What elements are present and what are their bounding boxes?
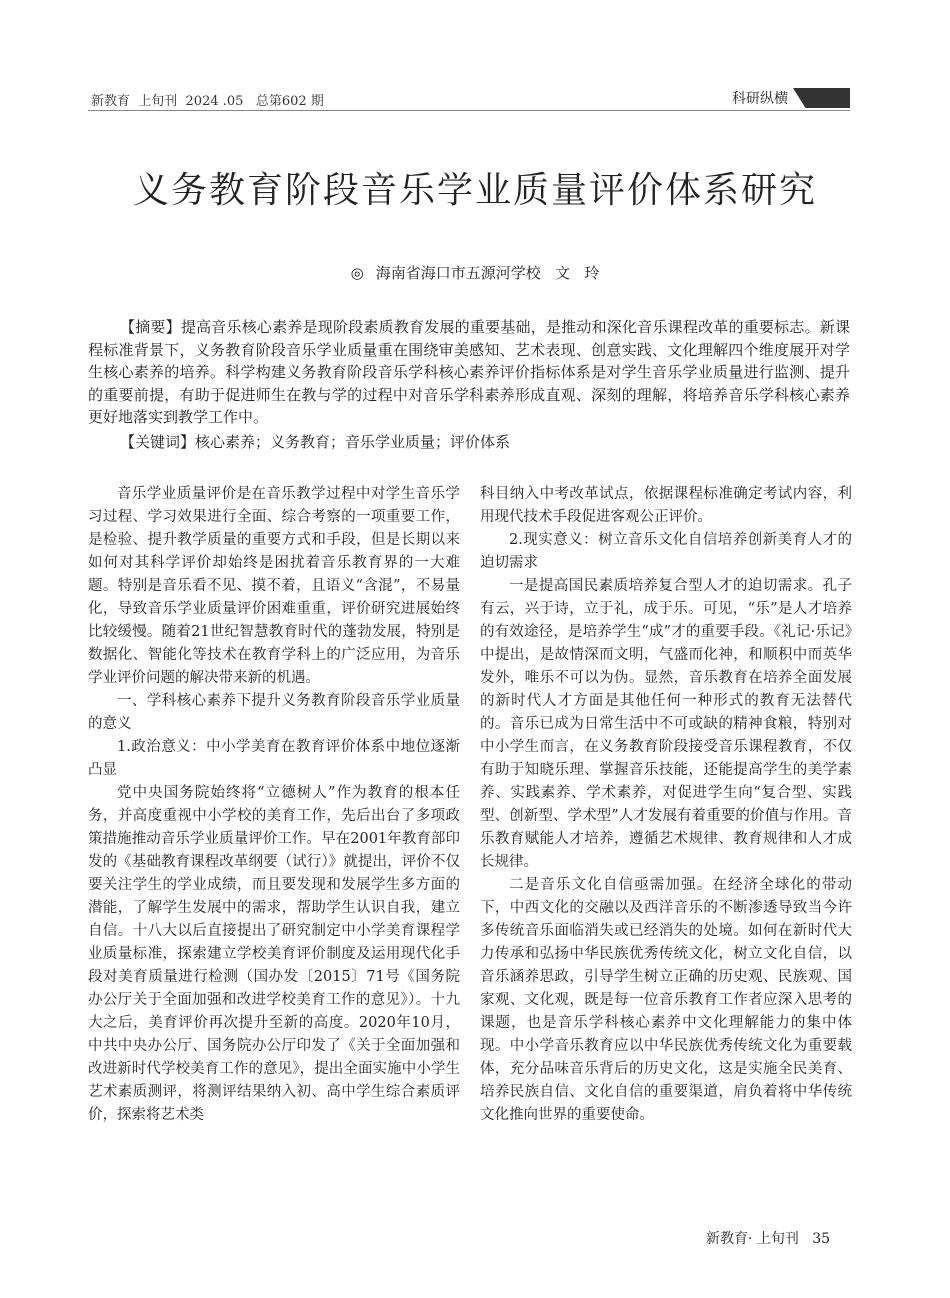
header-rule bbox=[88, 110, 850, 111]
article-title: 义务教育阶段音乐学业质量评价体系研究 bbox=[132, 170, 817, 211]
left-column bbox=[88, 483, 460, 1127]
right-column bbox=[480, 483, 852, 1127]
author-mark-icon: ◎ bbox=[350, 264, 364, 282]
subsection-heading: 2.现实意义：树立音乐文化自信培养创新美育人才的迫切需求 bbox=[480, 532, 852, 571]
running-header-journal: 新教育 上旬刊 2024 .05 总第602 期 bbox=[91, 94, 324, 109]
paragraph: 二是音乐文化自信亟需加强。在经济全球化的带动下，中西文化的交融以及西洋音乐的不断渗透导致当今许多传统音乐面临消失或已经消失的处境。如何在新时代大力传承和弘扬中华民族优秀传统文化，树立文化自信，以音乐涵养思政，引导学生树立正确的历史观、民族观、国家观、文化观，既是每一位音乐教育工作者应深入思考的课题，也是音乐学科核心素养中文化理解能力的集中体现。中小学音乐教育应以中华民族优秀传统文化为重要载体，充分品味音乐背后的历史文化，这是实施全民美育、培养民族自信、文化自信的重要渠道，肩负着将中华传统文化推向世界的重要使命。 bbox=[480, 877, 852, 1123]
author-affiliation: 海南省海口市五源河学校 文 玲 bbox=[375, 264, 600, 282]
keywords: 【关键词】核心素养；义务教育；音乐学业质量；评价体系 bbox=[120, 433, 511, 451]
abstract: 【摘要】提高音乐核心素养是现阶段素质教育发展的重要基础，是推动和深化音乐课程改革的重要标志。新课程标准背景下，义务教育阶段音乐学业质量重在围绕审美感知、艺术表现、创意实践、文化理解四个维度展开对学生核心素养的培养。科学构建义务教育阶段音乐学科核心素养评价指标体系是对学生音乐学业质量进行监测、提升的重要前提，有助于促进师生在教与学的过程中对音乐学科素养形成直观、深刻的理解，将培养音乐学科核心素养更好地落实到教学工作中。 bbox=[88, 318, 850, 426]
header-decoration-bar bbox=[793, 88, 850, 108]
section-label: 科研纵横 bbox=[732, 91, 788, 107]
page-footer: 新教育· 上旬刊 35 bbox=[706, 1231, 831, 1247]
author-line bbox=[0, 262, 950, 283]
paragraph: 党中央国务院始终将“立德树人”作为教育的根本任务，并高度重视中小学校的美育工作，先后出台了多项政策措施推动音乐学业质量评价工作。早在2001年教育部印发的《基础教育课程改革纲要（试行）》就提出，评价不仅要关注学生的学业成绩，而且要发现和发展学生多方面的潜能，了解学生发展中的需求，帮助学生认识自我，建立自信。十八大以后直接提出了研究制定中小学美育课程学业质量标准，探索建立学校美育评价制度及运用现代化手段对美育质量进行检测（国办发〔2015〕71号《国务院办公厅关于全面加强和改进学校美育工作的意见》）。十九大之后，美育评价再次提升至新的高度。2020年10月，中共中央办公厅、国务院办公厅印发了《关于全面加强和改进新时代学校美育工作的意见》，提出全面实施中小学生艺术素质测评，将测评结果纳入初、高中学生综合素质评价，探索将艺术类 bbox=[88, 785, 460, 1123]
paragraph: 一是提高国民素质培养复合型人才的迫切需求。孔子有云，兴于诗，立于礼，成于乐。可见，“乐”是人才培养的有效途径，是培养学生“成”才的重要手段。《礼记·乐记》中提出，是故情深而文明，气盛而化神，和顺积中而英华发外，唯乐不可以为伪。显然，音乐教育在培养全面发展的新时代人才方面是其他任何一种形式的教育无法替代的。音乐已成为日常生活中不可或缺的精神食粮，特别对中小学生而言，在义务教育阶段接受音乐课程教育，不仅有助于知晓乐理、掌握音乐技能，还能提高学生的美学素养、实践素养、学术素养，对促进学生向“复合型、实践型、创新型、学术型”人才发展有着重要的价值与作用。音乐教育赋能人才培养，遵循艺术规律、教育规律和人才成长规律。 bbox=[480, 578, 852, 870]
subsection-heading: 1.政治意义：中小学美育在教育评价体系中地位逐渐凸显 bbox=[88, 739, 460, 778]
section-heading: 一、学科核心素养下提升义务教育阶段音乐学业质量的意义 bbox=[88, 693, 460, 732]
paragraph: 音乐学业质量评价是在音乐教学过程中对学生音乐学习过程、学习效果进行全面、综合考察的一项重要工作，是检验、提升教学质量的重要方式和手段，但是长期以来如何对其科学评价却始终是困扰着音乐教育界的一大难题。特别是音乐看不见、摸不着，且语义“含混”，不易量化，导致音乐学业质量评价困难重重，评价研究进展始终比较缓慢。随着21世纪智慧教育时代的蓬勃发展，特别是数据化、智能化等技术在教育学科上的广泛应用，为音乐学业评价问题的解决带来新的机遇。 bbox=[88, 486, 460, 686]
paragraph: 科目纳入中考改革试点，依据课程标准确定考试内容，利用现代技术手段促进客观公正评价。 bbox=[480, 486, 852, 525]
